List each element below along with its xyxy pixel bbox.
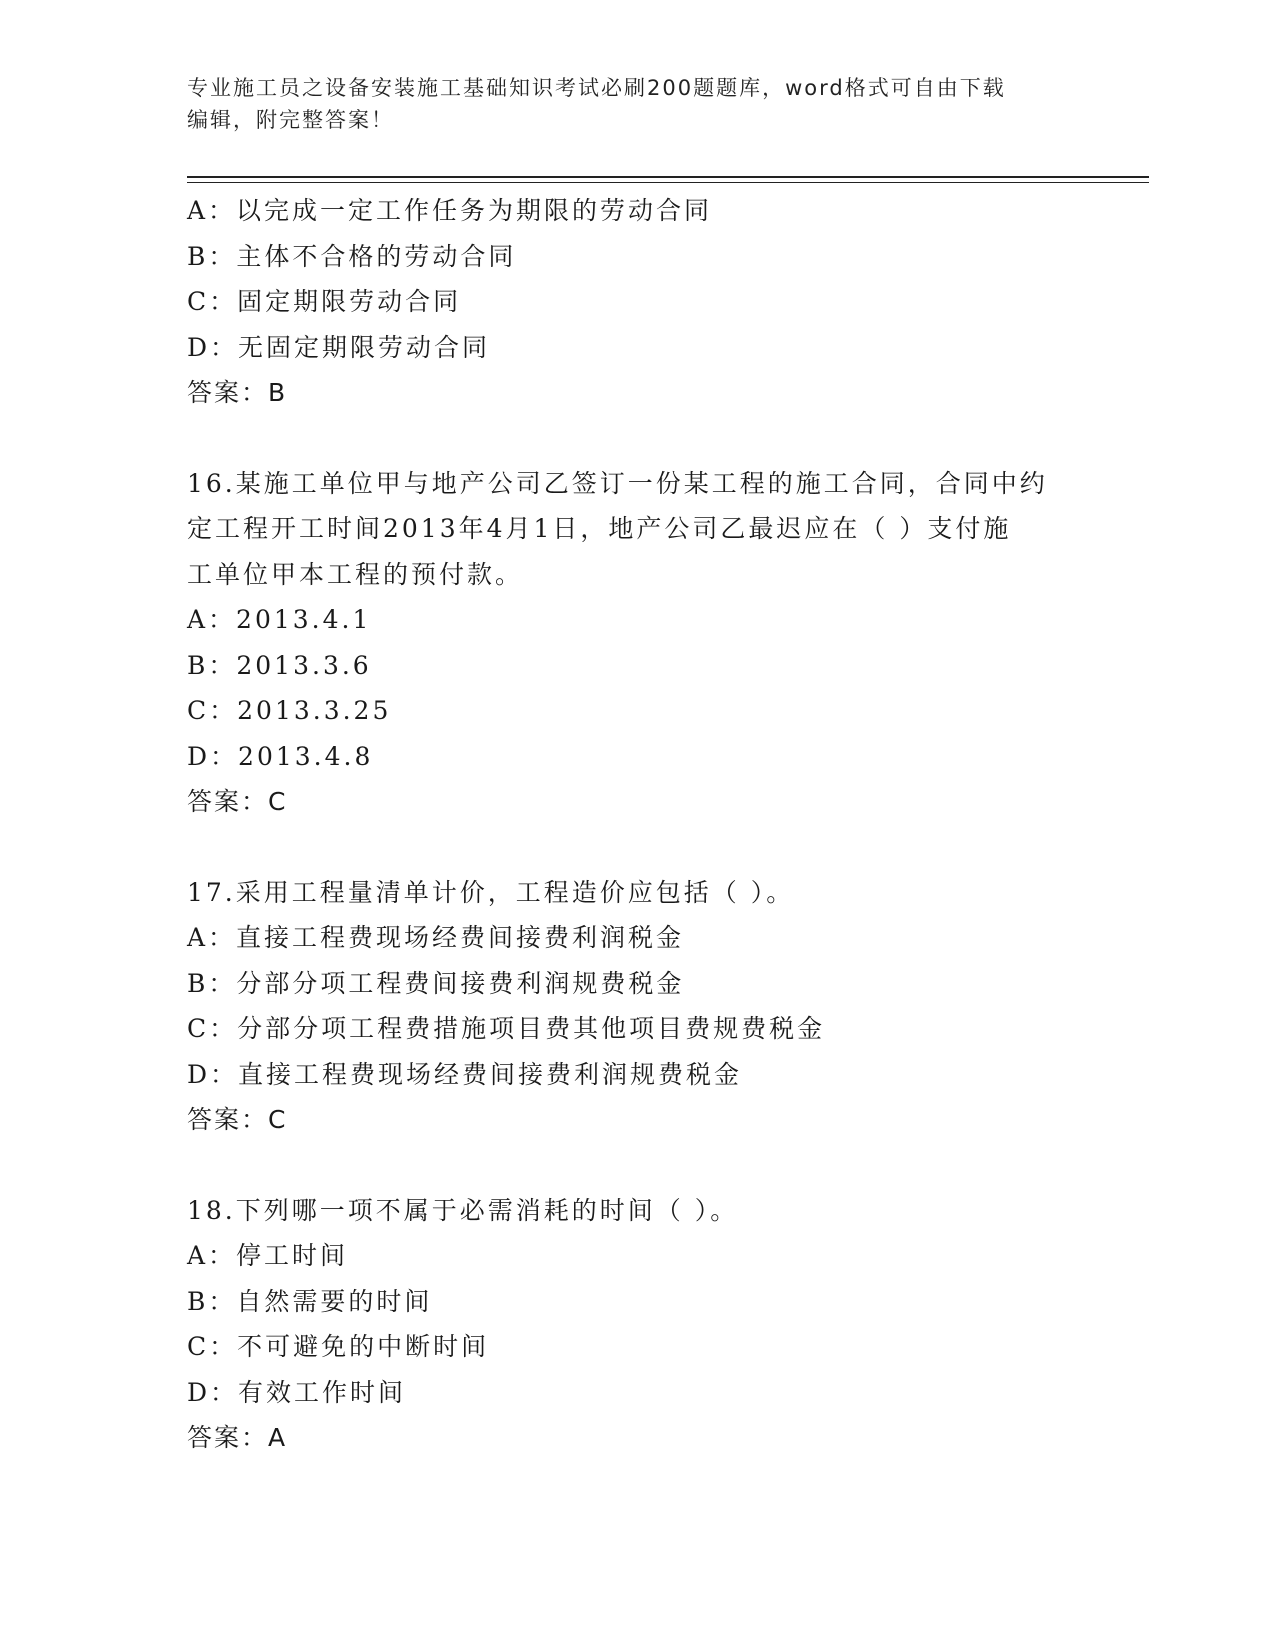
option-b: B：主体不合格的劳动合同 — [187, 241, 517, 271]
option-b: B：自然需要的时间 — [187, 1286, 433, 1316]
spacer — [187, 416, 1087, 461]
spacer — [187, 1143, 1087, 1188]
option-d: D：有效工作时间 — [187, 1377, 407, 1407]
option-d: D：2013.4.8 — [187, 741, 374, 771]
question-stem-line: 18.下列哪一项不属于必需消耗的时间（ ）。 — [187, 1195, 739, 1225]
option-b: B：分部分项工程费间接费利润规费税金 — [187, 968, 685, 998]
question-stem-line: 17.采用工程量清单计价，工程造价应包括（ ）。 — [187, 877, 795, 907]
option-d: D：直接工程费现场经费间接费利润规费税金 — [187, 1059, 743, 1089]
question-stem-line: 工单位甲本工程的预付款。 — [187, 559, 524, 589]
option-a: A：停工时间 — [187, 1241, 349, 1270]
header-line-1: 专业施工员之设备安装施工基础知识考试必刷200题题库，word格式可自由下载 — [187, 76, 1006, 100]
option-a: A：2013.4.1 — [187, 605, 372, 634]
option-c: C：分部分项工程费措施项目费其他项目费规费税金 — [187, 1014, 826, 1043]
spacer — [187, 825, 1087, 870]
document-header — [187, 72, 1087, 136]
question-stem-line: 16.某施工单位甲与地产公司乙签订一份某工程的施工合同，合同中约 — [187, 468, 1048, 498]
header-rule-thick — [187, 176, 1149, 178]
option-a: A：直接工程费现场经费间接费利润税金 — [187, 923, 685, 952]
option-a: A：以完成一定工作任务为期限的劳动合同 — [187, 196, 713, 225]
question-17 — [187, 870, 1087, 1143]
option-c: C：固定期限劳动合同 — [187, 287, 462, 316]
question-stem-line: 定工程开工时间2013年4月1日，地产公司乙最迟应在（ ）支付施 — [187, 514, 1012, 543]
option-d: D：无固定期限劳动合同 — [187, 332, 491, 362]
answer: 答案：B — [187, 378, 288, 407]
option-b: B：2013.3.6 — [187, 650, 372, 680]
question-15 — [187, 188, 1087, 416]
option-c: C：不可避免的中断时间 — [187, 1332, 490, 1361]
question-list — [187, 188, 1087, 1461]
answer: 答案：A — [187, 1423, 288, 1452]
header-rule-thin — [187, 182, 1149, 183]
question-16 — [187, 461, 1087, 825]
answer: 答案：C — [187, 787, 288, 816]
answer: 答案：C — [187, 1105, 288, 1134]
question-18 — [187, 1188, 1087, 1461]
option-c: C：2013.3.25 — [187, 696, 392, 725]
header-line-2: 编辑，附完整答案！ — [187, 108, 394, 132]
